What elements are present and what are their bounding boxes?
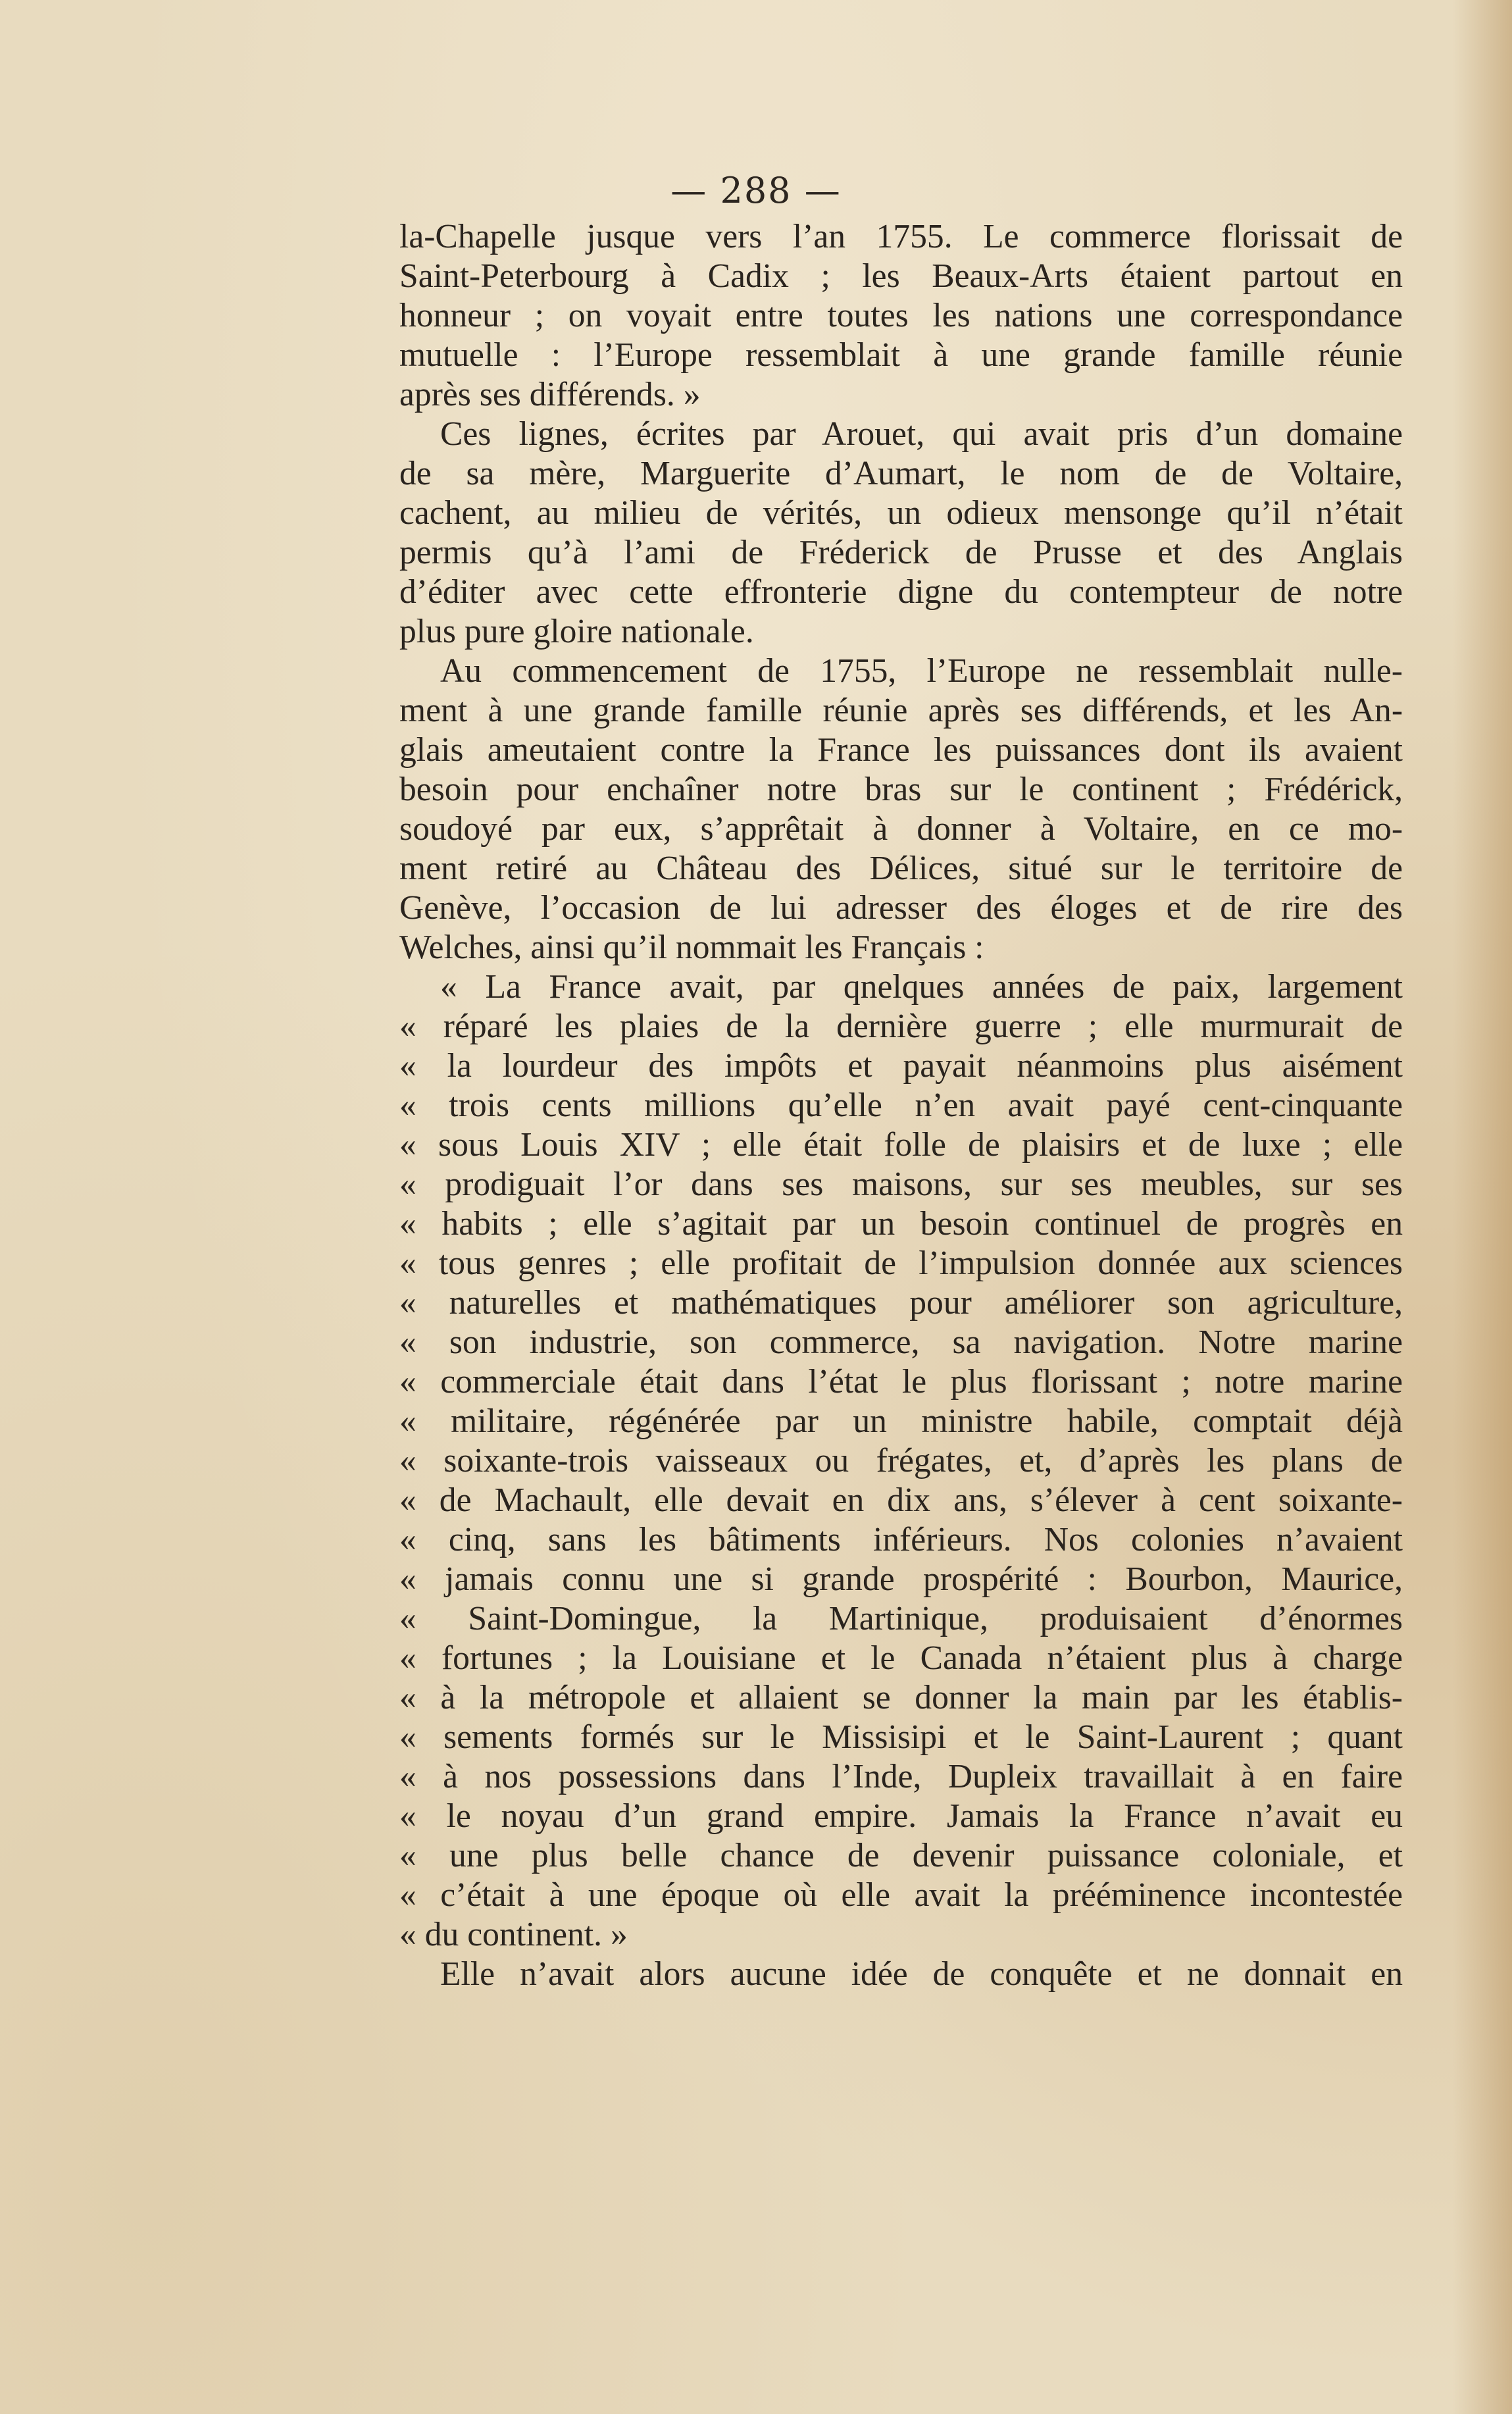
text-line: « militaire, régénérée par un ministre habile, comptait déjà	[399, 1402, 1403, 1440]
body-text	[399, 217, 1403, 1994]
text-line: « habits ; elle s’agitait par un besoin continuel de progrès en	[399, 1205, 1403, 1243]
text-line: Genève, l’occasion de lui adresser des éloges et de rire des	[399, 889, 1403, 927]
text-line: « trois cents millions qu’elle n’en avait payé cent-cinquante	[399, 1087, 1403, 1124]
text-line: Elle n’avait alors aucune idée de conquête et ne donnait en	[440, 1955, 1403, 1993]
text-line: Ces lignes, écrites par Arouet, qui avait pris d’un domaine	[440, 415, 1403, 453]
text-line: « son industrie, son commerce, sa navigation. Notre marine	[399, 1323, 1403, 1361]
text-line: « c’était à une époque où elle avait la prééminence incontestée	[399, 1876, 1403, 1914]
text-line: mutuelle : l’Europe ressemblait à une grande famille réunie	[399, 336, 1403, 374]
text-line: soudoyé par eux, s’apprêtait à donner à Voltaire, en ce mo-	[399, 810, 1403, 848]
text-line: « commerciale était dans l’état le plus florissant ; notre marine	[399, 1363, 1403, 1400]
text-line: ment à une grande famille réunie après ses différends, et les An-	[399, 692, 1403, 729]
text-line: « fortunes ; la Louisiane et le Canada n’étaient plus à charge	[399, 1639, 1403, 1677]
text-line: « La France avait, par qnelques années de paix, largement	[440, 968, 1403, 1006]
text-line: ment retiré au Château des Délices, situé sur le territoire de	[399, 850, 1403, 887]
text-line: besoin pour enchaîner notre bras sur le continent ; Frédérick,	[399, 771, 1403, 808]
text-line: « sous Louis XIV ; elle était folle de plaisirs et de luxe ; elle	[399, 1126, 1403, 1164]
text-line: « réparé les plaies de la dernière guerre ; elle murmurait de	[399, 1008, 1403, 1045]
text-line: « de Machault, elle devait en dix ans, s’élever à cent soixante-	[399, 1481, 1403, 1519]
text-line: Welches, ainsi qu’il nommait les Français :	[399, 929, 984, 966]
text-line: la-Chapelle jusque vers l’an 1755. Le commerce florissait de	[399, 218, 1403, 255]
text-line: « tous genres ; elle profitait de l’impulsion donnée aux sciences	[399, 1245, 1403, 1282]
text-line: « jamais connu une si grande prospérité : Bourbon, Maurice,	[399, 1560, 1403, 1598]
page-edge-stain	[1453, 0, 1512, 2414]
text-line: « la lourdeur des impôts et payait néanmoins plus aisément	[399, 1047, 1403, 1085]
text-line: « à la métropole et allaient se donner la main par les établis-	[399, 1679, 1403, 1716]
text-line: cachent, au milieu de vérités, un odieux mensonge qu’il n’était	[399, 494, 1403, 532]
text-line: « cinq, sans les bâtiments inférieurs. Nos colonies n’avaient	[399, 1521, 1403, 1558]
text-line: permis qu’à l’ami de Fréderick de Prusse et des Anglais	[399, 534, 1403, 571]
text-line: Saint-Peterbourg à Cadix ; les Beaux-Arts étaient partout en	[399, 257, 1403, 295]
text-line: Au commencement de 1755, l’Europe ne ressemblait nulle-	[440, 652, 1403, 690]
text-line: « le noyau d’un grand empire. Jamais la France n’avait eu	[399, 1797, 1403, 1835]
text-line: honneur ; on voyait entre toutes les nations une correspondance	[399, 297, 1403, 334]
text-line: « à nos possessions dans l’Inde, Dupleix travaillait à en faire	[399, 1758, 1403, 1795]
text-line: « soixante-trois vaisseaux ou frégates, et, d’après les plans de	[399, 1442, 1403, 1479]
text-line: d’éditer avec cette effronterie digne du contempteur de notre	[399, 573, 1403, 611]
text-line: « Saint-Domingue, la Martinique, produisaient d’énormes	[399, 1600, 1403, 1637]
page-number: — 288 —	[670, 170, 842, 211]
text-line: « une plus belle chance de devenir puissance coloniale, et	[399, 1837, 1403, 1874]
text-line: « naturelles et mathématiques pour améliorer son agriculture,	[399, 1284, 1403, 1322]
text-line: « prodiguait l’or dans ses maisons, sur ses meubles, sur ses	[399, 1166, 1403, 1203]
text-line: après ses différends. »	[399, 376, 701, 413]
text-line: glais ameutaient contre la France les puissances dont ils avaient	[399, 731, 1403, 769]
text-line: de sa mère, Marguerite d’Aumart, le nom de de Voltaire,	[399, 455, 1403, 492]
text-line: plus pure gloire nationale.	[399, 613, 754, 650]
text-line: « du continent. »	[399, 1916, 628, 1953]
text-line: « sements formés sur le Missisipi et le Saint-Laurent ; quant	[399, 1718, 1403, 1756]
